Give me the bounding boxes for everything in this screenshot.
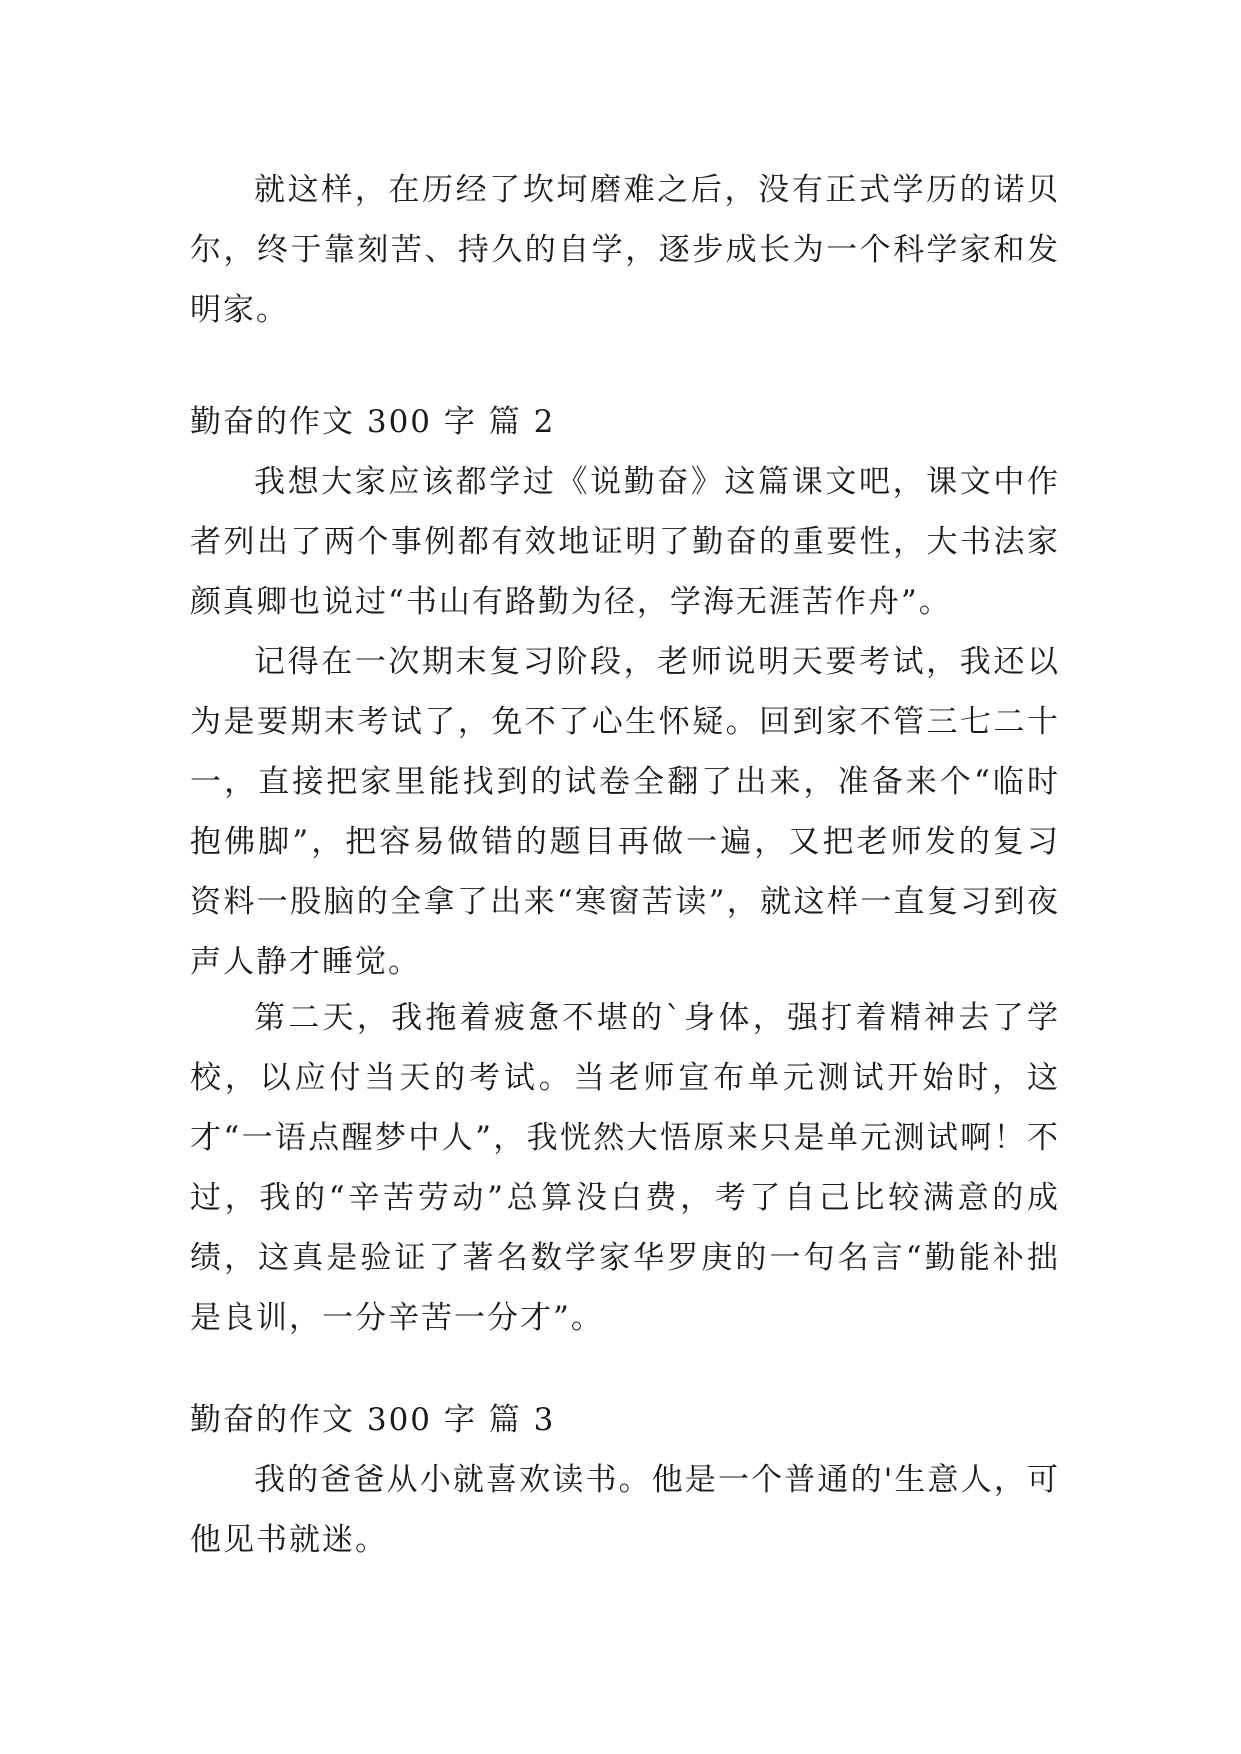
paragraph-nobel-conclusion xyxy=(190,160,1060,340)
paragraph-text: 我的爸爸从小就喜欢读书。他是一个普通的'生意人，可他见书就迷。 xyxy=(190,1462,1060,1558)
heading-text: 勤奋的作文 300 字 篇 3 xyxy=(190,1402,556,1438)
paragraph-intro-essay-2 xyxy=(190,452,1060,632)
paragraph-next-day xyxy=(190,988,1060,1348)
paragraph-father-reading xyxy=(190,1450,1060,1570)
paragraph-text: 就这样，在历经了坎坷磨难之后，没有正式学历的诺贝尔，终于靠刻苦、持久的自学，逐步成长为一个科学家和发明家。 xyxy=(190,172,1060,328)
paragraph-text: 记得在一次期末复习阶段，老师说明天要考试，我还以为是要期末考试了，免不了心生怀疑。回到家不管三七二十一，直接把家里能找到的试卷全翻了出来，准备来个“临时抱佛脚”，把容易做错的题目再做一遍，又把老师发的复习资料一股脑的全拿了出来“寒窗苦读”，就这样一直复习到夜声人静才睡觉。 xyxy=(190,644,1060,980)
section-heading-3 xyxy=(190,1390,1060,1450)
paragraph-text: 第二天，我拖着疲惫不堪的`身体，强打着精神去了学校，以应付当天的考试。当老师宣布单元测试开始时，这才“一语点醒梦中人”，我恍然大悟原来只是单元测试啊！不过，我的“辛苦劳动”总算没白费，考了自己比较满意的成绩，这真是验证了著名数学家华罗庚的一句名言“勤能补拙是良训，一分辛苦一分才”。 xyxy=(190,1000,1060,1336)
paragraph-exam-review xyxy=(190,632,1060,992)
section-heading-2 xyxy=(190,392,1060,452)
heading-text: 勤奋的作文 300 字 篇 2 xyxy=(190,404,556,440)
paragraph-text: 我想大家应该都学过《说勤奋》这篇课文吧，课文中作者列出了两个事例都有效地证明了勤奋的重要性，大书法家颜真卿也说过“书山有路勤为径，学海无涯苦作舟”。 xyxy=(190,464,1060,620)
